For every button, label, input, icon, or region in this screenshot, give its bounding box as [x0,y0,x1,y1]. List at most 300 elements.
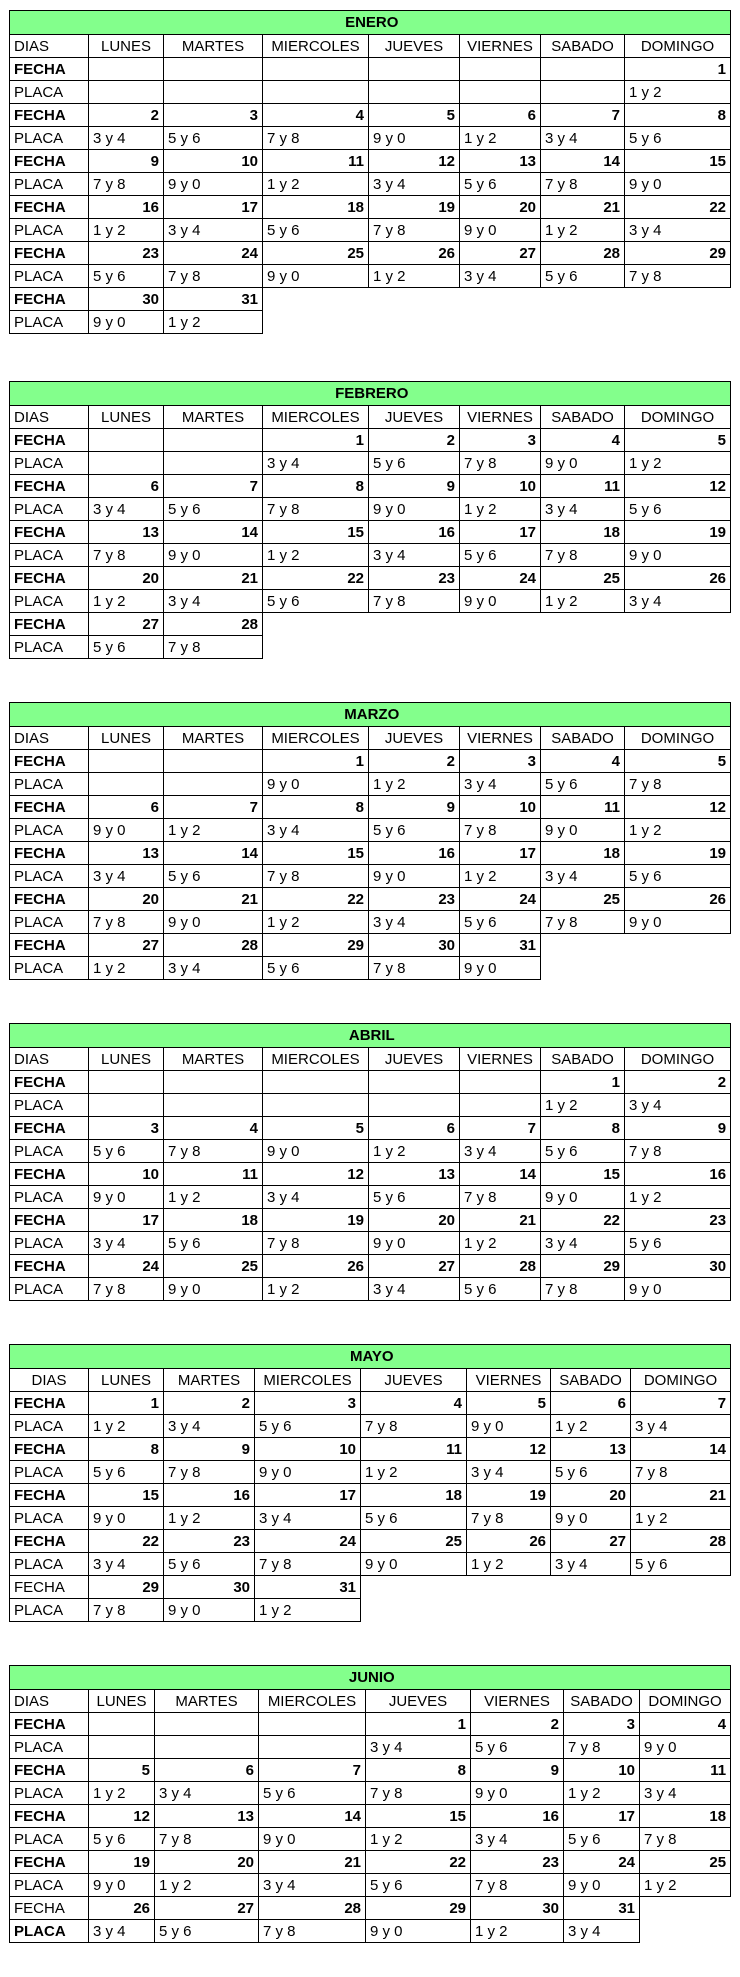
plate-cell: 7 y 8 [89,911,164,934]
date-cell: 31 [460,934,541,957]
plate-row [10,1553,731,1576]
date-cell: 14 [460,1163,541,1186]
date-cell: 13 [89,842,164,865]
date-cell: 23 [164,1530,255,1553]
date-cell: 12 [89,1805,155,1828]
date-cell [89,1713,155,1736]
plate-row-label: PLACA [10,1736,89,1759]
date-cell: 21 [164,888,263,911]
plate-cell: 7 y 8 [164,1461,255,1484]
date-cell: 18 [263,196,369,219]
date-cell: 3 [164,104,263,127]
weekday-header: MIERCOLES [263,727,369,750]
date-row-label: FECHA [10,613,89,636]
plate-cell: 9 y 0 [89,311,164,334]
plate-row-label: PLACA [10,1461,89,1484]
plate-cell: 3 y 4 [164,957,263,980]
plate-cell: 3 y 4 [155,1782,259,1805]
date-cell: 20 [551,1484,631,1507]
date-row [10,196,731,219]
plate-cell: 9 y 0 [259,1828,366,1851]
date-cell: 6 [89,475,164,498]
date-cell: 2 [471,1713,564,1736]
empty-cell [551,1599,631,1622]
date-cell [460,1071,541,1094]
date-cell: 25 [541,567,625,590]
empty-cell [369,311,460,334]
month-marzo [9,702,730,980]
date-row-label: FECHA [10,1530,89,1553]
plate-cell: 7 y 8 [164,1140,263,1163]
date-cell: 4 [541,429,625,452]
plate-row [10,219,731,242]
plate-cell: 7 y 8 [263,865,369,888]
date-cell: 4 [164,1117,263,1140]
empty-cell [263,311,369,334]
month-table [9,381,731,659]
weekday-header-row [10,1690,731,1713]
date-cell: 30 [369,934,460,957]
weekday-header: VIERNES [460,1048,541,1071]
title-row [10,1024,731,1048]
plate-cell: 3 y 4 [541,127,625,150]
empty-cell [631,1599,731,1622]
plate-row-label: PLACA [10,311,89,334]
plate-cell: 3 y 4 [471,1828,564,1851]
plate-cell: 1 y 2 [361,1461,467,1484]
date-row [10,934,731,957]
plate-cell: 1 y 2 [155,1874,259,1897]
plate-row [10,1507,731,1530]
plate-row [10,636,731,659]
month-title: MAYO [89,1345,731,1369]
date-cell: 8 [263,475,369,498]
date-row [10,1530,731,1553]
plate-cell: 9 y 0 [471,1782,564,1805]
title-row [10,1345,731,1369]
date-cell: 23 [471,1851,564,1874]
date-cell: 25 [541,888,625,911]
month-abril [9,1023,730,1301]
plate-cell [155,1736,259,1759]
date-cell: 25 [263,242,369,265]
weekday-header: SABADO [564,1690,640,1713]
month-table [9,1023,731,1301]
plate-row-label: PLACA [10,1186,89,1209]
month-title-band [10,1666,89,1690]
weekday-header: JUEVES [369,35,460,58]
date-cell: 20 [369,1209,460,1232]
date-row [10,613,731,636]
plate-cell: 9 y 0 [263,265,369,288]
date-cell: 29 [263,934,369,957]
plate-cell [164,773,263,796]
date-cell: 31 [564,1897,640,1920]
date-cell: 15 [89,1484,164,1507]
date-cell: 15 [541,1163,625,1186]
date-row-label: FECHA [10,842,89,865]
date-cell: 5 [625,429,731,452]
plate-cell: 7 y 8 [89,544,164,567]
plate-cell: 1 y 2 [460,865,541,888]
plate-cell: 9 y 0 [164,544,263,567]
date-cell [369,1071,460,1094]
plate-row [10,957,731,980]
plate-row-label: PLACA [10,1599,89,1622]
date-cell: 6 [369,1117,460,1140]
month-title: FEBRERO [89,382,731,406]
plate-cell: 9 y 0 [164,911,263,934]
plate-cell: 7 y 8 [471,1874,564,1897]
plate-row [10,265,731,288]
date-cell [164,58,263,81]
weekday-header: MARTES [164,35,263,58]
date-cell: 23 [369,567,460,590]
plate-cell [164,81,263,104]
date-cell: 20 [460,196,541,219]
plate-cell: 9 y 0 [164,173,263,196]
date-cell: 26 [467,1530,551,1553]
plate-row [10,819,731,842]
days-label: DIAS [10,1048,89,1071]
date-row-label: FECHA [10,521,89,544]
date-cell: 12 [263,1163,369,1186]
empty-cell [460,311,541,334]
date-cell: 22 [263,888,369,911]
date-cell: 7 [541,104,625,127]
empty-cell [551,1576,631,1599]
plate-cell: 9 y 0 [625,544,731,567]
date-cell [89,58,164,81]
plate-cell: 5 y 6 [625,127,731,150]
date-cell: 16 [471,1805,564,1828]
date-row-label: FECHA [10,1255,89,1278]
date-row-label: FECHA [10,1438,89,1461]
date-cell: 15 [263,521,369,544]
plate-cell: 5 y 6 [460,1278,541,1301]
weekday-header: MIERCOLES [263,406,369,429]
plate-row-label: PLACA [10,452,89,475]
date-cell: 24 [564,1851,640,1874]
plate-cell: 9 y 0 [460,957,541,980]
plate-cell: 3 y 4 [541,1232,625,1255]
plate-cell: 9 y 0 [541,819,625,842]
plate-cell: 9 y 0 [366,1920,471,1943]
date-cell: 5 [369,104,460,127]
plate-row-label: PLACA [10,498,89,521]
plate-cell: 5 y 6 [541,1140,625,1163]
month-title-band [10,703,89,727]
plate-cell: 1 y 2 [369,1140,460,1163]
plate-cell: 3 y 4 [460,773,541,796]
weekday-header: MARTES [164,406,263,429]
plate-cell: 3 y 4 [263,452,369,475]
empty-cell [640,1920,731,1943]
date-row [10,1759,731,1782]
month-table [9,1665,731,1943]
plate-cell: 1 y 2 [551,1415,631,1438]
date-cell: 18 [541,521,625,544]
month-title-band [10,382,89,406]
plate-cell [89,1094,164,1117]
date-cell: 30 [164,1576,255,1599]
plate-cell: 9 y 0 [255,1461,361,1484]
date-cell: 9 [369,475,460,498]
date-cell: 26 [625,567,731,590]
date-row [10,1851,731,1874]
date-row [10,242,731,265]
plate-cell: 1 y 2 [89,957,164,980]
date-cell: 10 [164,150,263,173]
plate-row [10,544,731,567]
empty-cell [625,636,731,659]
date-cell [263,58,369,81]
date-cell: 3 [564,1713,640,1736]
date-row-label: FECHA [10,888,89,911]
date-cell [541,58,625,81]
empty-cell [541,613,625,636]
date-cell: 5 [467,1392,551,1415]
empty-cell [460,613,541,636]
date-cell: 18 [164,1209,263,1232]
plate-row-label: PLACA [10,1278,89,1301]
date-row-label: FECHA [10,1713,89,1736]
plate-cell: 1 y 2 [640,1874,731,1897]
plate-row-label: PLACA [10,1415,89,1438]
date-row [10,288,731,311]
empty-cell [625,613,731,636]
plate-row [10,865,731,888]
date-row-label: FECHA [10,475,89,498]
plate-row-label: PLACA [10,1920,89,1943]
title-row [10,382,731,406]
plate-row [10,1232,731,1255]
plate-cell: 9 y 0 [625,173,731,196]
plate-cell: 7 y 8 [263,498,369,521]
date-cell: 12 [369,150,460,173]
date-cell: 20 [155,1851,259,1874]
date-cell: 17 [460,521,541,544]
empty-cell [541,311,625,334]
plate-cell: 5 y 6 [625,1232,731,1255]
plate-cell: 3 y 4 [369,1278,460,1301]
plate-cell: 3 y 4 [467,1461,551,1484]
title-row [10,1666,731,1690]
date-cell: 14 [541,150,625,173]
date-cell: 20 [89,567,164,590]
weekday-header: DOMINGO [631,1369,731,1392]
date-cell: 6 [155,1759,259,1782]
date-row [10,1209,731,1232]
date-cell: 15 [366,1805,471,1828]
plate-cell: 1 y 2 [369,265,460,288]
plate-cell: 9 y 0 [164,1278,263,1301]
weekday-header: DOMINGO [625,35,731,58]
plate-row [10,1278,731,1301]
plate-row [10,1140,731,1163]
date-cell [164,750,263,773]
plate-cell: 1 y 2 [89,1415,164,1438]
date-row [10,1897,731,1920]
plate-cell: 3 y 4 [89,865,164,888]
days-label: DIAS [10,1690,89,1713]
plate-row [10,1461,731,1484]
date-cell: 26 [369,242,460,265]
date-cell: 21 [259,1851,366,1874]
empty-cell [625,957,731,980]
date-cell: 17 [164,196,263,219]
empty-cell [541,636,625,659]
empty-cell [467,1599,551,1622]
plate-cell [263,81,369,104]
date-cell: 10 [89,1163,164,1186]
date-row-label: FECHA [10,1897,89,1920]
weekday-header: MARTES [155,1690,259,1713]
date-cell: 23 [625,1209,731,1232]
date-cell: 13 [89,521,164,544]
weekday-header: SABADO [551,1369,631,1392]
date-row [10,1117,731,1140]
plate-cell: 1 y 2 [471,1920,564,1943]
date-cell: 28 [460,1255,541,1278]
date-cell: 9 [471,1759,564,1782]
date-cell: 7 [631,1392,731,1415]
date-cell: 3 [460,429,541,452]
plate-cell: 1 y 2 [564,1782,640,1805]
empty-cell [361,1599,467,1622]
date-cell: 10 [460,475,541,498]
date-cell: 22 [625,196,731,219]
plate-cell: 7 y 8 [460,1186,541,1209]
weekday-header: LUNES [89,35,164,58]
date-cell: 16 [164,1484,255,1507]
plate-cell: 3 y 4 [369,173,460,196]
plate-cell: 5 y 6 [89,1140,164,1163]
date-row-label: FECHA [10,750,89,773]
weekday-header: LUNES [89,406,164,429]
plate-cell: 1 y 2 [164,311,263,334]
plate-row [10,773,731,796]
plate-cell: 1 y 2 [263,911,369,934]
weekday-header: DOMINGO [625,406,731,429]
weekday-header: LUNES [89,1369,164,1392]
plate-cell: 7 y 8 [155,1828,259,1851]
date-cell: 11 [640,1759,731,1782]
date-cell: 23 [369,888,460,911]
plate-cell: 7 y 8 [369,590,460,613]
month-title: JUNIO [89,1666,731,1690]
date-cell: 13 [460,150,541,173]
plate-cell [89,81,164,104]
date-row [10,1071,731,1094]
date-cell: 5 [263,1117,369,1140]
date-cell: 7 [164,475,263,498]
plate-cell: 1 y 2 [263,1278,369,1301]
plate-cell: 9 y 0 [460,219,541,242]
date-row-label: FECHA [10,150,89,173]
date-cell [369,58,460,81]
date-cell: 2 [369,429,460,452]
plate-cell: 7 y 8 [541,173,625,196]
plate-cell: 1 y 2 [263,544,369,567]
date-cell: 11 [263,150,369,173]
date-cell: 19 [89,1851,155,1874]
plate-row-label: PLACA [10,773,89,796]
date-cell: 24 [89,1255,164,1278]
date-row [10,429,731,452]
plate-cell: 3 y 4 [564,1920,640,1943]
plate-cell: 5 y 6 [164,498,263,521]
plate-cell: 7 y 8 [625,773,731,796]
plate-cell: 5 y 6 [369,1186,460,1209]
weekday-header: SABADO [541,727,625,750]
weekday-header: JUEVES [369,1048,460,1071]
plate-cell: 9 y 0 [467,1415,551,1438]
date-cell: 12 [625,475,731,498]
plate-cell: 3 y 4 [89,1920,155,1943]
plate-cell: 9 y 0 [263,773,369,796]
date-cell: 8 [263,796,369,819]
date-cell: 25 [640,1851,731,1874]
plate-cell: 1 y 2 [164,819,263,842]
date-cell: 10 [460,796,541,819]
date-cell: 21 [164,567,263,590]
plate-cell: 5 y 6 [263,590,369,613]
plate-row-label: PLACA [10,173,89,196]
plate-row-label: PLACA [10,865,89,888]
date-cell: 12 [467,1438,551,1461]
date-cell: 2 [369,750,460,773]
plate-cell [89,1736,155,1759]
weekday-header: MARTES [164,727,263,750]
weekday-header: MIERCOLES [263,35,369,58]
date-cell: 9 [89,150,164,173]
weekday-header: JUEVES [361,1369,467,1392]
plate-cell: 9 y 0 [369,1232,460,1255]
date-cell: 22 [541,1209,625,1232]
date-cell: 3 [255,1392,361,1415]
plate-row-label: PLACA [10,819,89,842]
date-row-label: FECHA [10,1484,89,1507]
plate-cell: 3 y 4 [460,1140,541,1163]
plate-cell: 5 y 6 [369,819,460,842]
date-row [10,1484,731,1507]
date-cell: 30 [471,1897,564,1920]
plate-row-label: PLACA [10,127,89,150]
plate-cell: 9 y 0 [625,911,731,934]
weekday-header: DOMINGO [625,1048,731,1071]
plate-cell: 5 y 6 [369,452,460,475]
date-cell: 24 [255,1530,361,1553]
plate-cell: 1 y 2 [255,1599,361,1622]
plate-cell: 9 y 0 [369,498,460,521]
plate-cell: 5 y 6 [164,1553,255,1576]
empty-cell [631,1576,731,1599]
plate-cell: 3 y 4 [631,1415,731,1438]
date-cell: 2 [625,1071,731,1094]
weekday-header: SABADO [541,35,625,58]
plate-cell: 1 y 2 [263,173,369,196]
plate-row [10,452,731,475]
month-title-band [10,1024,89,1048]
weekday-header-row [10,406,731,429]
date-cell: 19 [467,1484,551,1507]
plate-cell: 7 y 8 [467,1507,551,1530]
date-cell: 13 [551,1438,631,1461]
plate-row [10,1782,731,1805]
plate-cell: 3 y 4 [551,1553,631,1576]
date-cell: 7 [164,796,263,819]
